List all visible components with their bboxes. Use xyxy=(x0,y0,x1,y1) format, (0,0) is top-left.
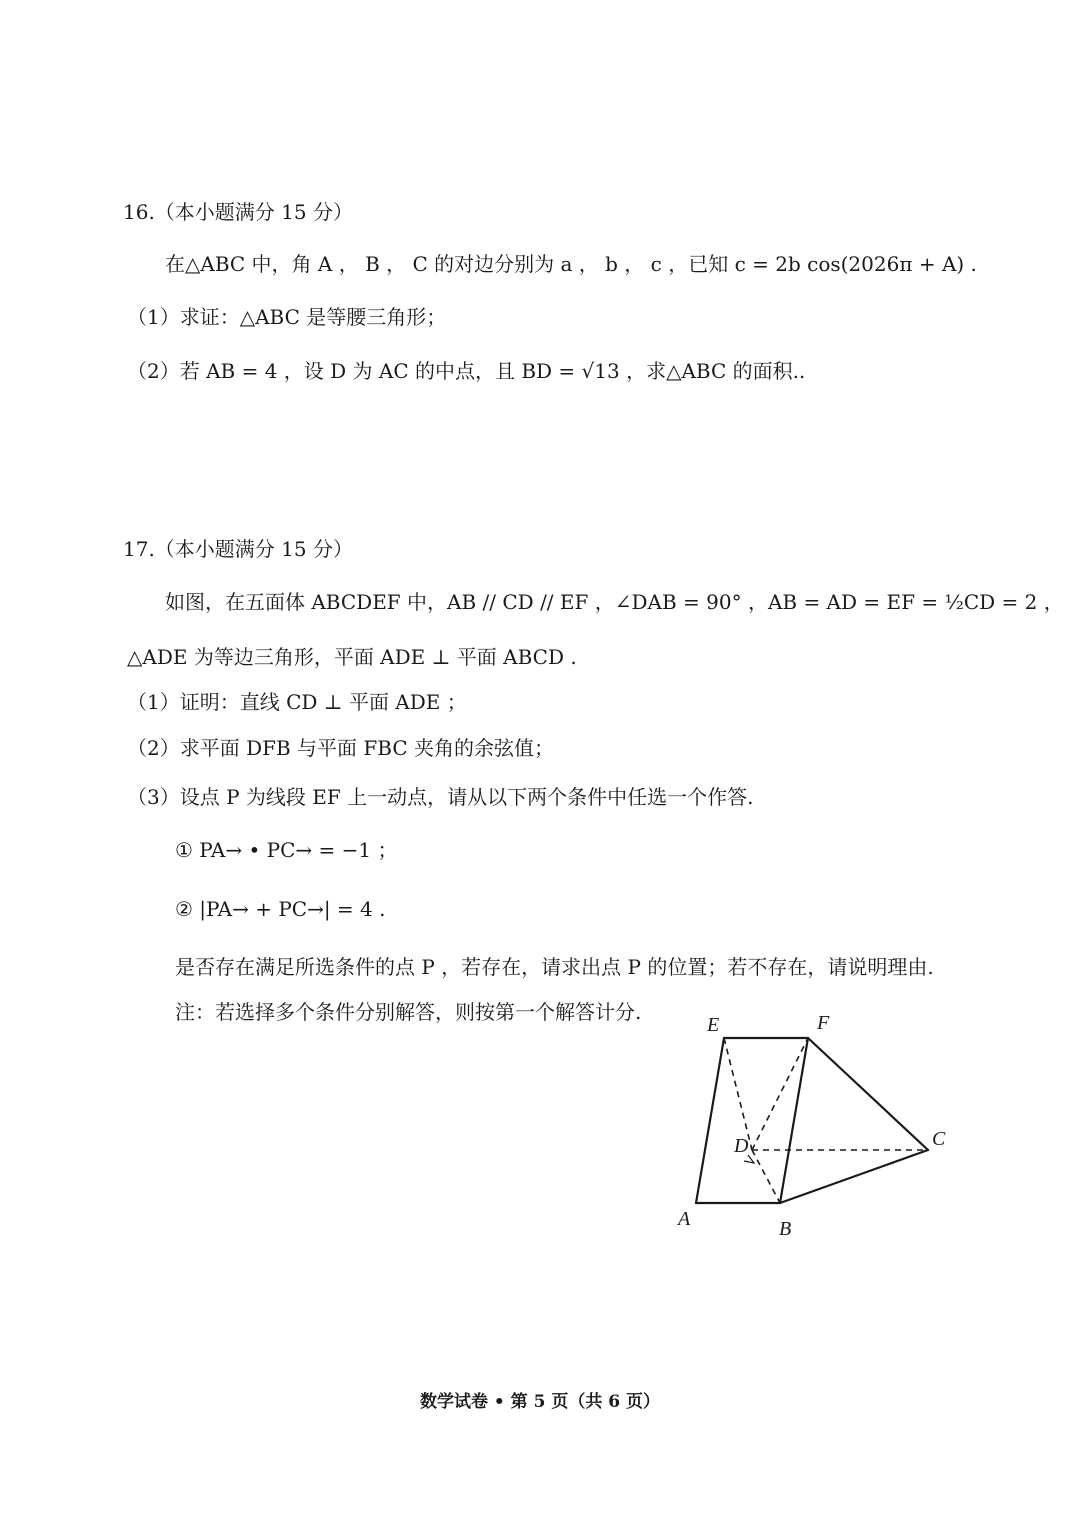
q17-part2: （2）求平面 DFB 与平面 FBC 夹角的余弦值； xyxy=(127,736,555,760)
label-E: E xyxy=(707,1014,720,1036)
edge-ED-hidden xyxy=(724,1038,752,1150)
edge-FC xyxy=(808,1038,928,1150)
q17-stem-line1: 如图，在五面体 ABCDEF 中，AB // CD // EF ，∠DAB = 90° ，AB = AD = EF = ½CD = 2 ， xyxy=(165,590,1064,614)
label-A: A xyxy=(678,1208,691,1230)
label-B: B xyxy=(779,1218,792,1240)
label-D: D xyxy=(734,1135,749,1157)
pentahedron-figure xyxy=(660,1005,960,1250)
q16-part1: （1）求证：△ABC 是等腰三角形； xyxy=(127,305,447,329)
q16-part2: （2）若 AB = 4 ，设 D 为 AC 的中点，且 BD = √13 ，求△ABC 的面积.. xyxy=(127,359,806,383)
q17-stem-line2: △ADE 为等边三角形，平面 ADE ⊥ 平面 ABCD . xyxy=(127,645,577,669)
q17-condition2: ② |PA→ + PC→| = 4 . xyxy=(175,897,386,921)
label-F: F xyxy=(817,1012,830,1034)
q17-part3: （3）设点 P 为线段 EF 上一动点，请从以下两个条件中任选一个作答. xyxy=(127,785,754,809)
q17-condition1: ① PA→ • PC→ = −1 ； xyxy=(175,838,398,862)
q17-header: 17.（本小题满分 15 分） xyxy=(123,537,353,561)
edge-BC xyxy=(780,1150,928,1203)
edge-EA xyxy=(696,1038,724,1203)
edge-DB-hidden xyxy=(752,1150,780,1203)
edge-FB xyxy=(780,1038,808,1203)
q17-part1: （1）证明：直线 CD ⊥ 平面 ADE ； xyxy=(127,690,467,714)
q16-header: 16.（本小题满分 15 分） xyxy=(123,200,353,224)
page-footer: 数学试卷 • 第 5 页（共 6 页） xyxy=(419,1392,661,1412)
q16-stem: 在△ABC 中，角 A ， B ， C 的对边分别为 a ， b ， c ，已知 c = 2b cos(2026π + A) . xyxy=(165,252,977,276)
q17-note: 注：若选择多个条件分别解答，则按第一个解答计分. xyxy=(175,1000,642,1024)
label-C: C xyxy=(932,1128,946,1150)
q17-question: 是否存在满足所选条件的点 P ，若存在，请求出点 P 的位置；若不存在，请说明理由. xyxy=(175,955,934,979)
